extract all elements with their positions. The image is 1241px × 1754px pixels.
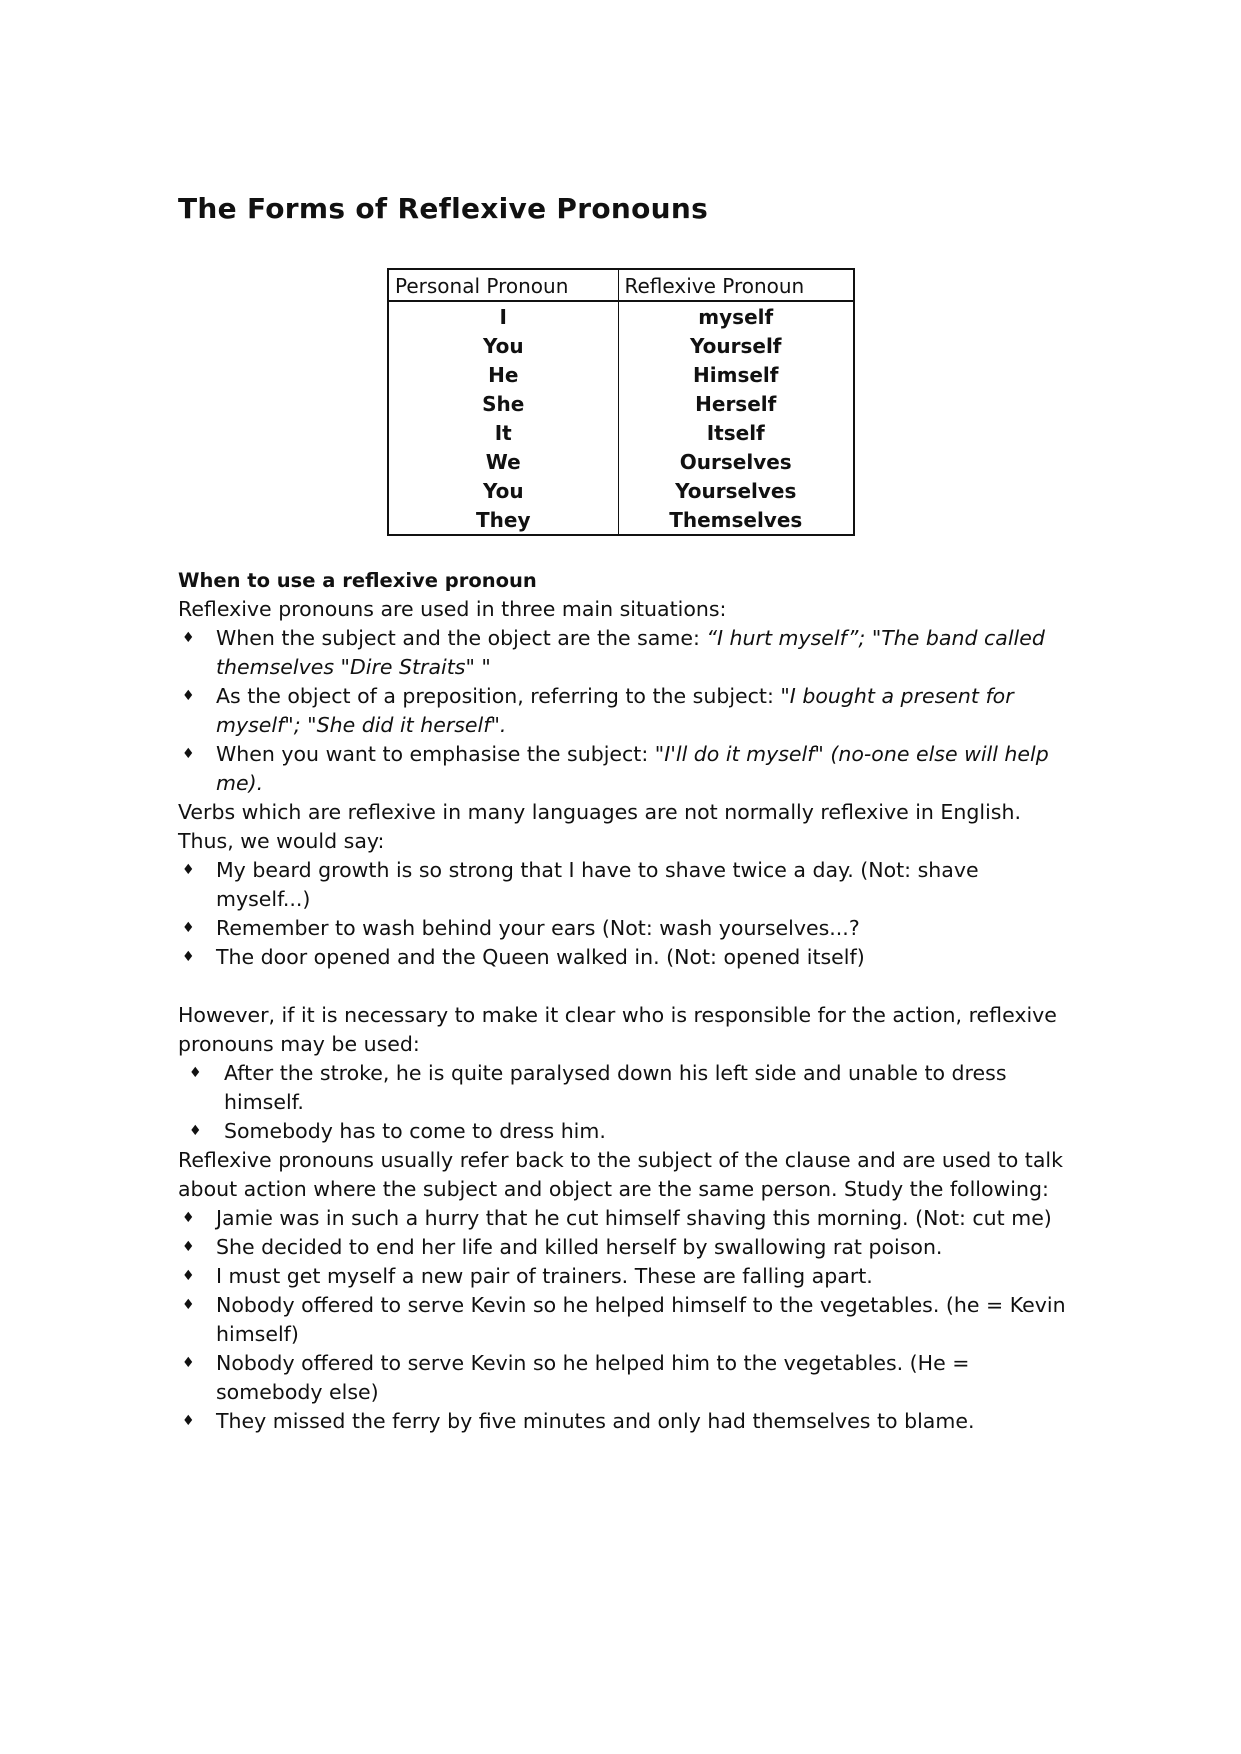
however-examples-list — [178, 1059, 1078, 1146]
list-item — [178, 1262, 1078, 1291]
column-header-personal: Personal Pronoun — [388, 269, 618, 301]
reflexive-pronoun-cell: Yourselves — [618, 476, 854, 505]
reflexive-pronoun-cell: Herself — [618, 389, 854, 418]
list-item — [178, 943, 1078, 972]
situation-text: When the subject and the object are the same: — [216, 626, 707, 650]
diamond-bullet-icon: ♦ — [182, 1210, 195, 1226]
diamond-bullet-icon: ♦ — [182, 630, 195, 646]
intro-paragraph: Reflexive pronouns are used in three main situations: — [178, 597, 727, 621]
table-row — [388, 331, 854, 360]
table-row — [388, 447, 854, 476]
example-text: She decided to end her life and killed herself by swallowing rat poison. — [216, 1235, 943, 1259]
example-text: After the stroke, he is quite paralysed down his left side and unable to dress himself. — [224, 1061, 1007, 1114]
situation-example: "I bought a present for myself"; "She did it herself". — [216, 684, 1014, 737]
diamond-bullet-icon: ♦ — [182, 1268, 195, 1284]
reflexive-pronoun-cell: Ourselves — [618, 447, 854, 476]
blank-line — [178, 972, 1078, 1001]
usually-paragraph: Reflexive pronouns usually refer back to the subject of the clause and are used to talk about action where the subject and object are the same person. Study the following: — [178, 1148, 1063, 1201]
list-item — [178, 1117, 1078, 1146]
diamond-bullet-icon: ♦ — [182, 1413, 195, 1429]
personal-pronoun-cell: It — [494, 420, 512, 445]
reflexive-pronoun-cell: Itself — [618, 418, 854, 447]
list-item — [178, 1407, 1078, 1436]
situations-list — [178, 624, 1078, 798]
situation-example: “I hurt myself”; "The band called themselves "Dire Straits" " — [216, 626, 1045, 679]
situation-example: "I'll do it myself" (no-one else will help me). — [216, 742, 1049, 795]
verbs-examples-list — [178, 856, 1078, 972]
table-row — [388, 301, 854, 331]
personal-pronoun-cell: They — [476, 507, 531, 532]
table-row — [388, 389, 854, 418]
personal-pronoun-cell: She — [482, 391, 525, 416]
list-item — [178, 1059, 1078, 1117]
diamond-bullet-icon: ♦ — [182, 920, 195, 936]
personal-pronoun-cell: He — [488, 362, 519, 387]
table-row — [388, 418, 854, 447]
list-item — [178, 1291, 1078, 1349]
column-header-reflexive: Reflexive Pronoun — [618, 269, 854, 301]
situation-text: When you want to emphasise the subject: — [216, 742, 655, 766]
diamond-bullet-icon: ♦ — [182, 862, 195, 878]
example-text: Nobody offered to serve Kevin so he helped himself to the vegetables. (he = Kevin himself) — [216, 1293, 1066, 1346]
however-paragraph: However, if it is necessary to make it clear who is responsible for the action, reflexive pronouns may be used: — [178, 1003, 1057, 1056]
diamond-bullet-icon: ♦ — [182, 688, 195, 704]
list-item — [178, 1233, 1078, 1262]
situation-text: As the object of a preposition, referring to the subject: — [216, 684, 781, 708]
diamond-bullet-icon: ♦ — [182, 1297, 195, 1313]
table-row — [388, 360, 854, 389]
document-body — [178, 566, 1078, 1436]
list-item — [178, 1204, 1078, 1233]
personal-pronoun-cell: I — [499, 304, 507, 329]
diamond-bullet-icon: ♦ — [182, 1239, 195, 1255]
diamond-bullet-icon: ♦ — [189, 1123, 202, 1139]
personal-pronoun-cell: You — [482, 478, 524, 503]
reflexive-pronoun-cell: myself — [618, 301, 854, 331]
table-header-row — [388, 269, 854, 301]
example-text: The door opened and the Queen walked in. (Not: opened itself) — [216, 945, 865, 969]
example-text: Nobody offered to serve Kevin so he helped him to the vegetables. (He = somebody else) — [216, 1351, 970, 1404]
diamond-bullet-icon: ♦ — [182, 949, 195, 965]
reflexive-pronoun-cell: Yourself — [618, 331, 854, 360]
example-text: Somebody has to come to dress him. — [224, 1119, 606, 1143]
reflexive-pronoun-cell: Themselves — [618, 505, 854, 535]
personal-pronoun-cell: We — [485, 449, 521, 474]
diamond-bullet-icon: ♦ — [182, 1355, 195, 1371]
example-text: I must get myself a new pair of trainers. These are falling apart. — [216, 1264, 873, 1288]
example-text: My beard growth is so strong that I have to shave twice a day. (Not: shave myself...) — [216, 858, 979, 911]
page-title: The Forms of Reflexive Pronouns — [178, 192, 709, 225]
section-heading: When to use a reflexive pronoun — [178, 569, 537, 592]
list-item — [178, 1349, 1078, 1407]
list-item — [178, 740, 1078, 798]
example-text: Jamie was in such a hurry that he cut himself shaving this morning. (Not: cut me) — [216, 1206, 1052, 1230]
diamond-bullet-icon: ♦ — [182, 746, 195, 762]
diamond-bullet-icon: ♦ — [189, 1065, 202, 1081]
table-row — [388, 476, 854, 505]
reflexive-pronoun-cell: Himself — [618, 360, 854, 389]
example-text: Remember to wash behind your ears (Not: wash yourselves...? — [216, 916, 860, 940]
list-item — [178, 624, 1078, 682]
example-text: They missed the ferry by five minutes and only had themselves to blame. — [216, 1409, 975, 1433]
list-item — [178, 856, 1078, 914]
study-examples-list — [178, 1204, 1078, 1436]
pronoun-table — [387, 268, 855, 536]
verbs-paragraph: Verbs which are reflexive in many languages are not normally reflexive in English. Thus, we would say: — [178, 800, 1021, 853]
list-item — [178, 682, 1078, 740]
list-item — [178, 914, 1078, 943]
table-row — [388, 505, 854, 535]
personal-pronoun-cell: You — [482, 333, 524, 358]
